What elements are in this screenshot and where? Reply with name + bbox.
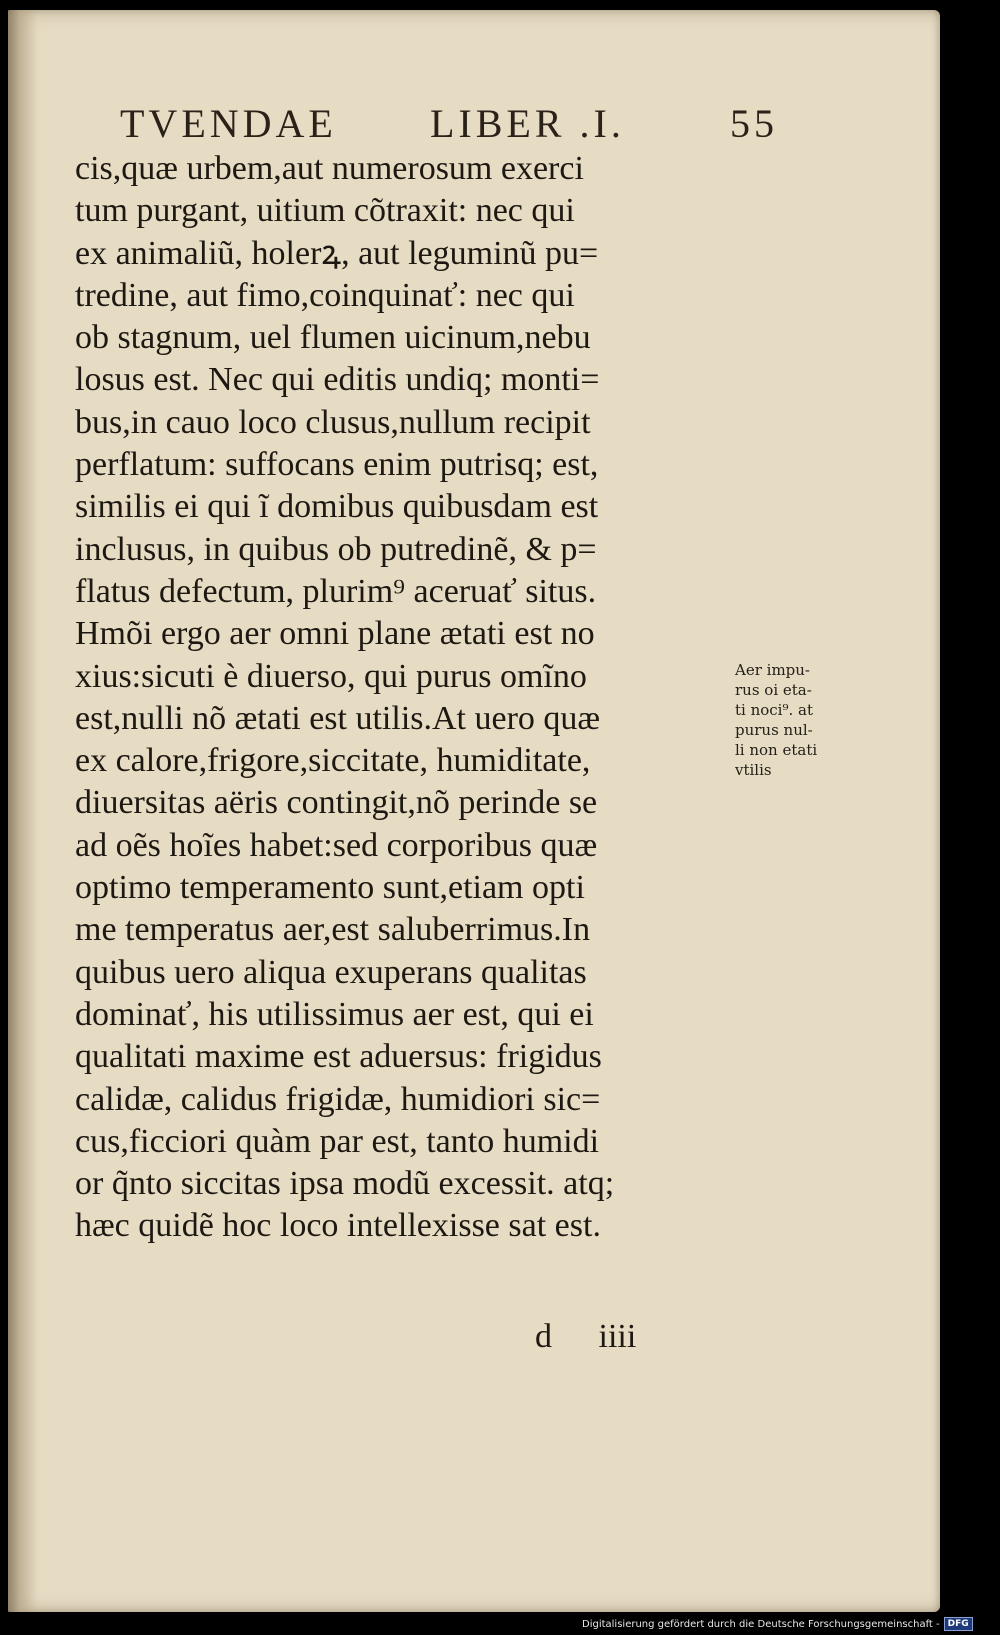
- running-title: TVENDAE: [120, 101, 337, 146]
- text-line: bus,in cauo loco clusus,nullum recipit: [75, 403, 591, 441]
- signature-mark: [535, 1318, 636, 1356]
- marginal-note-line: li non etati: [735, 741, 818, 759]
- text-line: est,nulli nõ ætati est utilis.At uero quæ: [75, 699, 601, 737]
- text-line: ex animaliũ, holerꝝ, aut leguminũ pu=: [75, 234, 599, 272]
- marginal-note-line: ti noci⁹. at: [735, 701, 814, 719]
- text-line: cis,quæ urbem,aut numerosum exerci: [75, 150, 584, 187]
- dfg-logo-icon: DFG: [944, 1617, 973, 1631]
- text-line: losus est. Nec qui editis undiq; monti=: [75, 361, 600, 399]
- running-header: [120, 100, 778, 150]
- signature-letter: d: [535, 1318, 552, 1355]
- marginal-note-line: purus nul-: [735, 721, 813, 739]
- signature-number: iiii: [598, 1318, 637, 1355]
- text-line: quibus uero aliqua exuperans qualitas: [75, 953, 587, 991]
- text-line: calidæ, calidus frigidæ, humidiori sic=: [75, 1080, 601, 1118]
- text-line: ad oẽs hoĩes habet:sed corporibus quæ: [75, 826, 598, 864]
- folio-number: 55: [730, 101, 778, 146]
- text-line: inclusus, in quibus ob putredinẽ, & p=: [75, 530, 597, 568]
- credit-text: Digitalisierung gefördert durch die Deutsche Forschungsgemeinschaft -: [582, 1618, 940, 1630]
- text-line: Hmõi ergo aer omni plane ætati est no: [75, 615, 595, 653]
- book-number: LIBER .I.: [430, 101, 625, 146]
- text-line: ex calore,frigore,siccitate, humiditate,: [75, 742, 591, 780]
- text-line: similis ei qui ĩ domibus quibusdam est: [75, 488, 599, 526]
- main-text-block: [75, 148, 735, 1248]
- text-line: perflatum: suffocans enim putrisq; est,: [75, 446, 599, 484]
- marginal-note-line: vtilis: [735, 761, 772, 779]
- text-line: me temperatus aer,est saluberrimus.In: [75, 911, 591, 949]
- text-line: cus,ficciori quàm par est, tanto humidi: [75, 1122, 600, 1160]
- digitization-credit: [582, 1617, 973, 1631]
- text-line: or q̃nto siccitas ipsa modũ excessit. atq;: [75, 1165, 615, 1203]
- marginal-note: [735, 660, 875, 780]
- marginal-note-line: rus oi eta-: [735, 681, 812, 699]
- text-line: tredine, aut fimo,coinquinať: nec qui: [75, 276, 575, 314]
- text-line: optimo temperamento sunt,etiam opti: [75, 869, 585, 907]
- text-line: qualitati maxime est aduersus: frigidus: [75, 1038, 602, 1076]
- text-line: diuersitas aëris contingit,nõ perinde se: [75, 784, 598, 822]
- marginal-note-line: Aer impu-: [735, 661, 810, 679]
- text-line: dominať, his utilissimus aer est, qui ei: [75, 995, 594, 1033]
- text-line: flatus defectum, plurim⁹ aceruať situs.: [75, 572, 597, 610]
- page-binding-shadow: [8, 10, 38, 1612]
- text-line: ob stagnum, uel flumen uicinum,nebu: [75, 319, 591, 357]
- text-line: hæc quidẽ hoc loco intellexisse sat est.: [75, 1207, 601, 1245]
- text-line: tum purgant, uitium cõtraxit: nec qui: [75, 192, 575, 230]
- text-line: xius:sicuti è diuerso, qui purus omĩno: [75, 657, 587, 695]
